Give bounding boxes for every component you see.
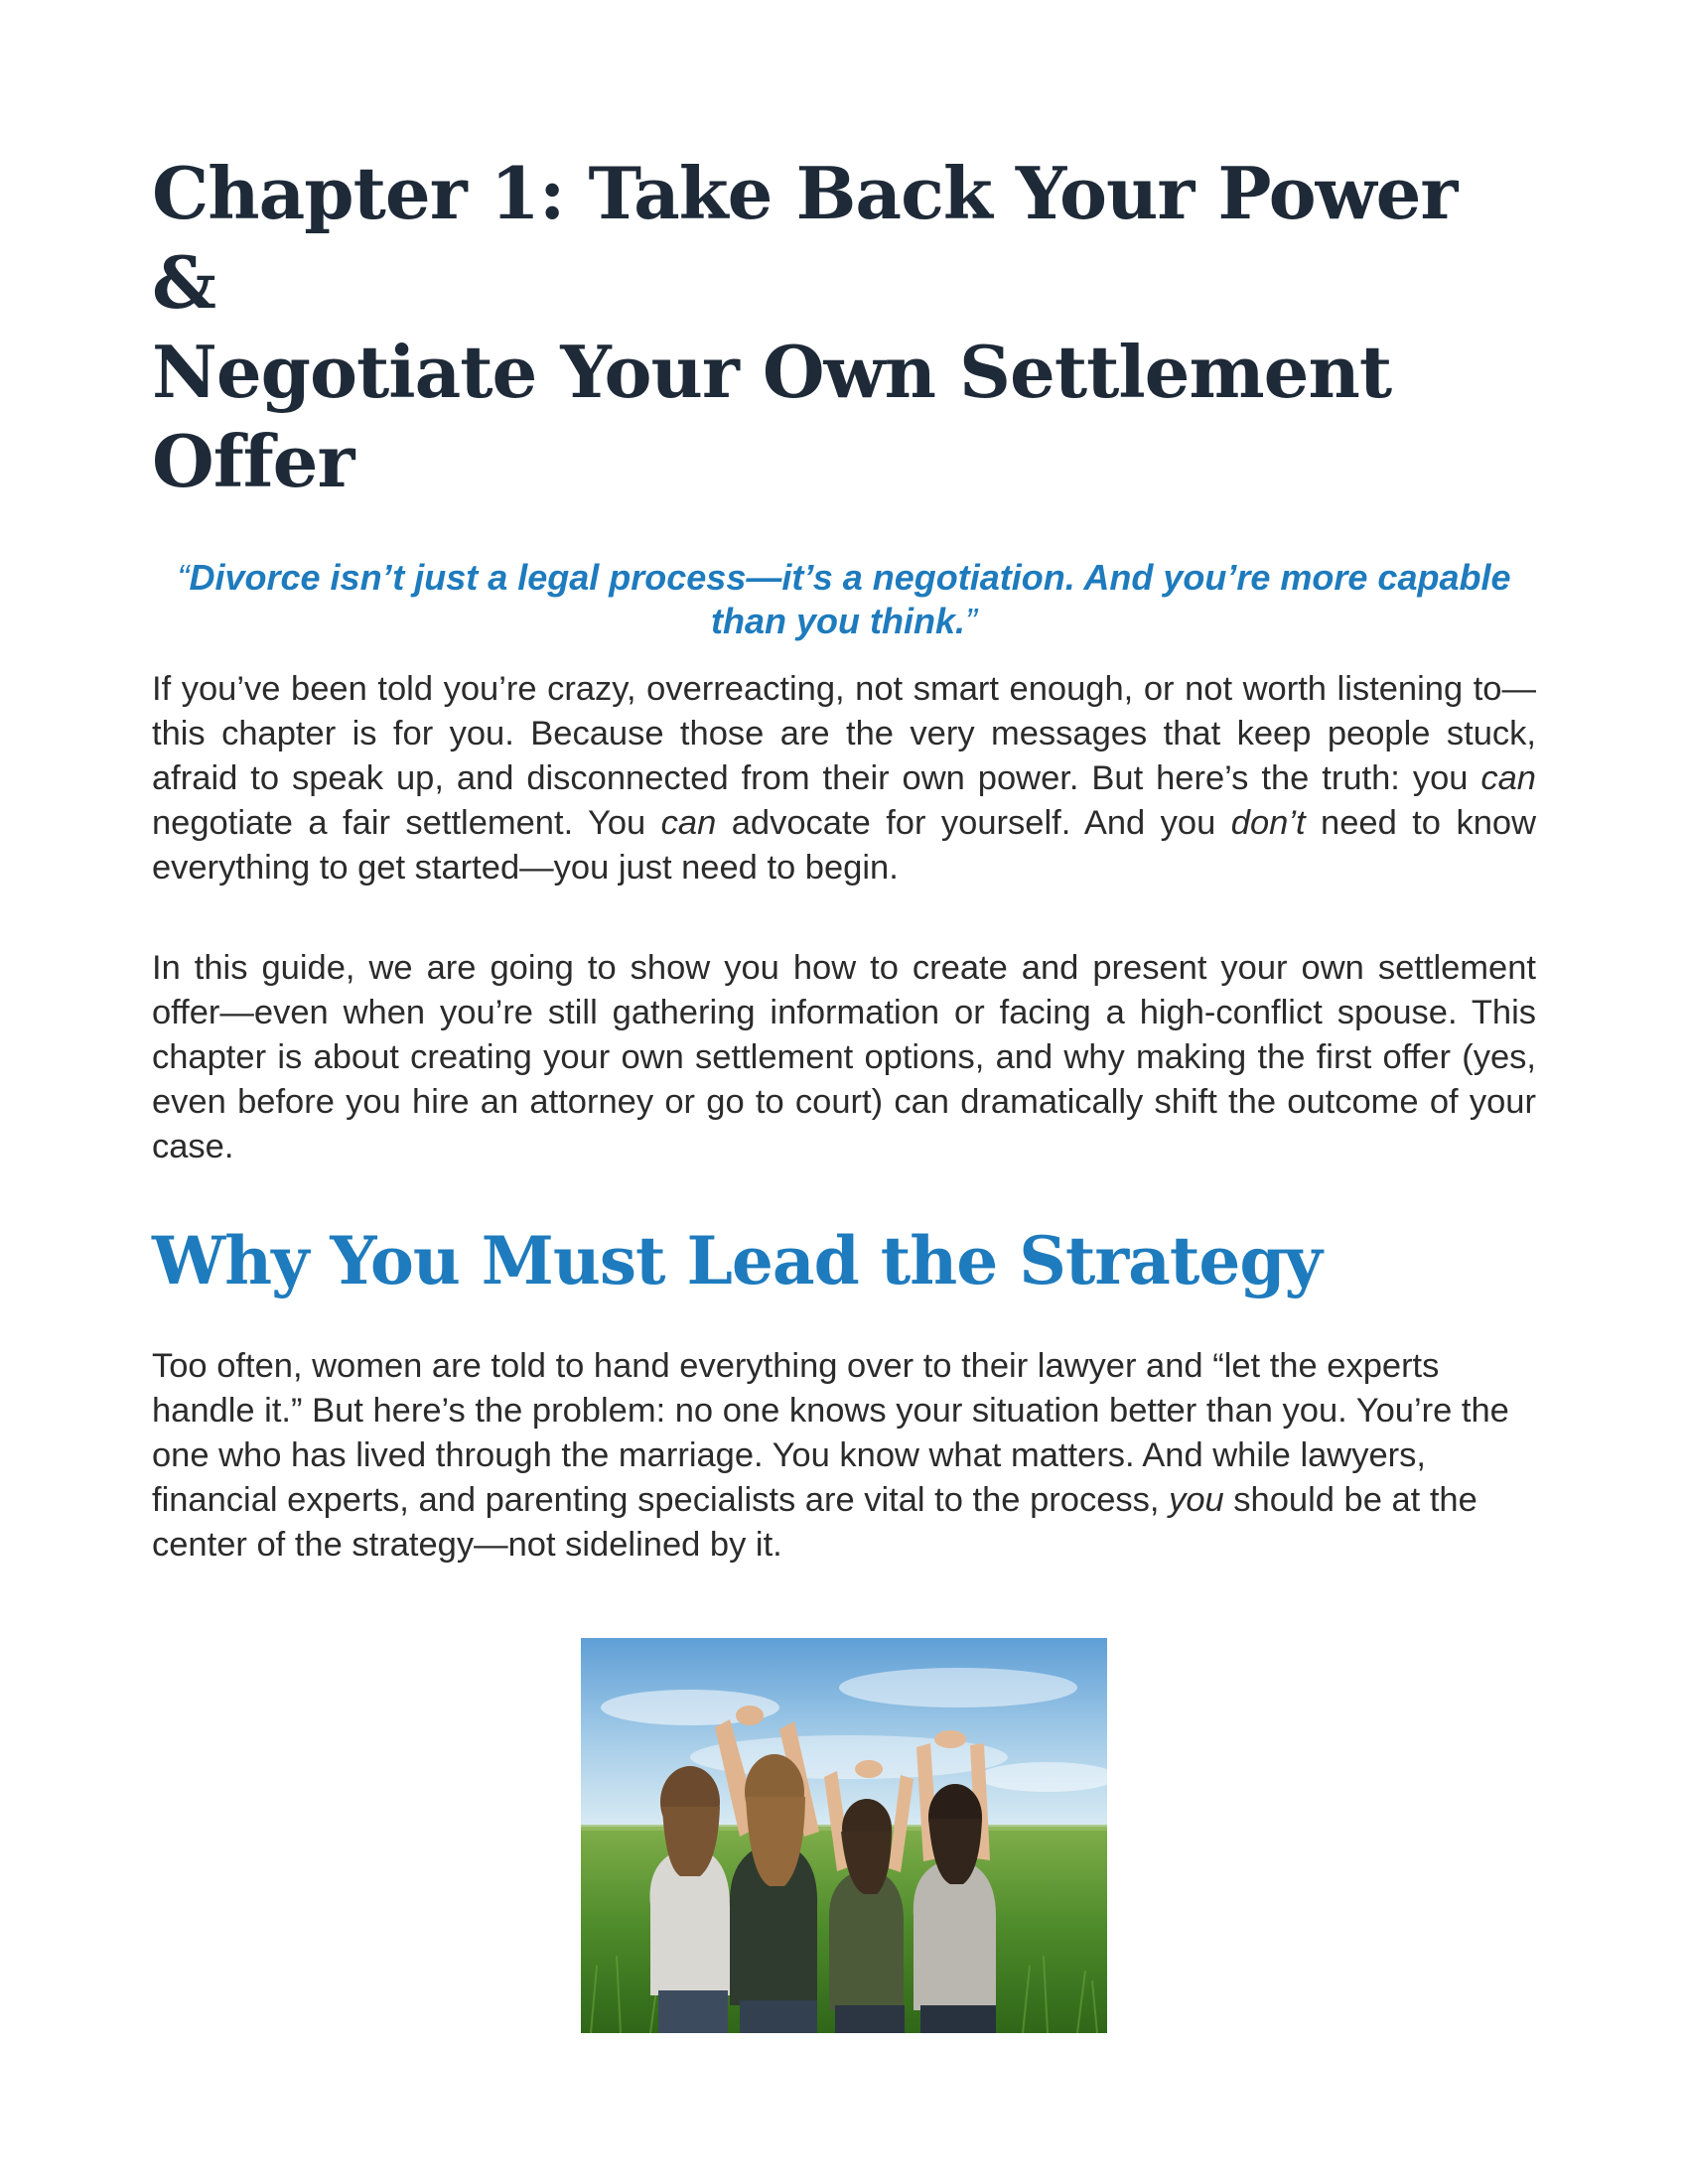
intro-p1-emphasis-dont: don’t [1230, 804, 1306, 842]
intro-paragraph-1 [152, 667, 1536, 890]
pull-quote [152, 556, 1536, 643]
intro-p1-text-c: advocate for yourself. And you [716, 804, 1231, 842]
intro-paragraph-2: In this guide, we are going to show you how to create and present your own settlement offer—even when you’re still gathering information or facing a high-conflict spouse. This chapter is about creating your own settlement options, and why making the first offer (yes, even before you hire an attorney or go to court) can dramatically shift the outcome of your case. [152, 949, 1536, 1165]
friends-in-field-photo [581, 1638, 1107, 2033]
document-page [152, 149, 1536, 1568]
section-p1-emphasis-you: you [1169, 1481, 1224, 1519]
section-title: Why You Must Lead the Strategy [152, 1222, 1322, 1299]
intro-p1-text-b: negotiate a fair settlement. You [152, 804, 661, 842]
chapter-title-line-2: Negotiate Your Own Settlement Offer [152, 330, 1392, 503]
quote-close-mark: ” [965, 601, 977, 641]
section-p1-text-b: should be at the center of the strategy—not sidelined by it. [152, 1481, 1477, 1564]
intro-p1-text-a: If you’ve been told you’re crazy, overreacting, not smart enough, or not worth listening to—this chapter is for you. Because those are the very messages that keep people stuck, afraid to speak up, and disconnected from their own power. But here’s the truth: you [152, 670, 1536, 797]
intro-p1-emphasis-can-1: can [1480, 759, 1536, 797]
chapter-title [152, 149, 1536, 506]
quote-open-mark: “ [177, 557, 190, 598]
intro-p1-text-d: need to know everything to get started—you just need to begin. [152, 804, 1536, 887]
section-p1-text-a: Too often, women are told to hand everything over to their lawyer and “let the experts handle it.” But here’s the problem: no one knows your situation better than you. You’re the one who has lived through the marriage. You know what matters. And while lawyers, financial experts, and parenting specialists are vital to the process, [152, 1347, 1509, 1519]
person-1 [650, 1766, 731, 2033]
intro-p1-emphasis-can-2: can [660, 804, 717, 842]
quote-text: Divorce isn’t just a legal process—it’s a negotiation. And you’re more capable than you think. [189, 557, 1511, 641]
section-paragraph-1 [152, 1344, 1536, 1568]
chapter-title-line-1: Chapter 1: Take Back Your Power & [152, 151, 1458, 325]
